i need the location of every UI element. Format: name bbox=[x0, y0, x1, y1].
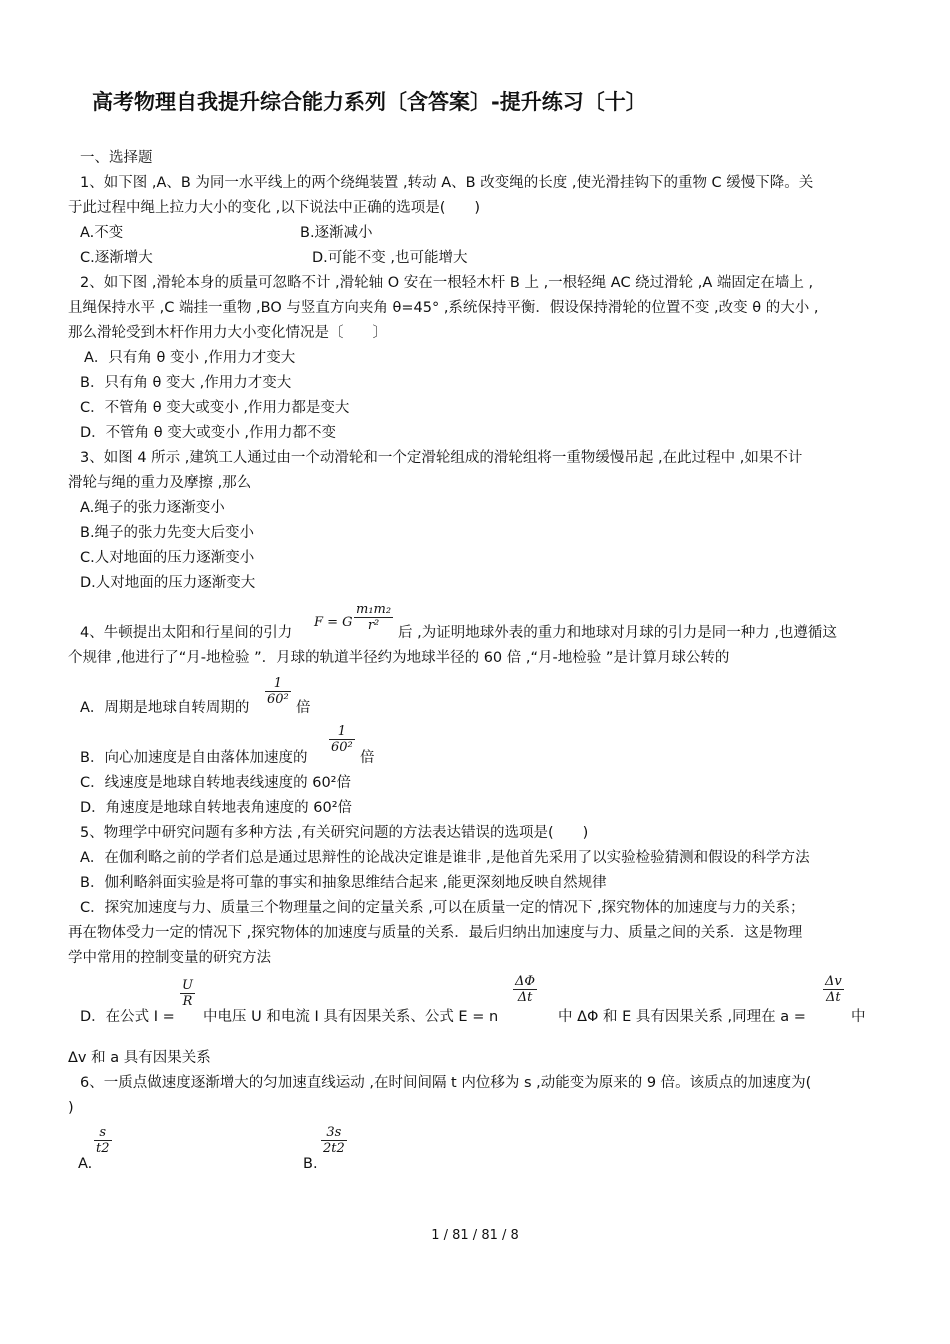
q2-option-a: A．只有角 θ 变小 ,作用力才变大 bbox=[84, 350, 296, 366]
q3-option-b: B.绳子的张力先变大后变小 bbox=[80, 525, 255, 541]
q4-line-1-post: 后 ,为证明地球外表的重力和地球对月球的引力是同一种力 ,也遵循这 bbox=[398, 625, 837, 641]
q6-b-frac-num: 3s bbox=[326, 1125, 342, 1140]
q4-b-frac-num: 1 bbox=[337, 724, 347, 739]
q4-a-frac-num: 1 bbox=[273, 676, 283, 691]
q4-line-1-pre: 4、牛顿提出太阳和行星间的引力 bbox=[80, 625, 293, 641]
q2-option-c: C．不管角 θ 变大或变小 ,作用力都是变大 bbox=[80, 400, 350, 416]
q4-option-c: C．线速度是地球自转地表线速度的 60²倍 bbox=[80, 775, 351, 791]
q3-line-1: 3、如图 4 所示 ,建筑工人通过由一个动滑轮和一个定滑轮组成的滑轮组将一重物缓慢吊起 ,在此过程中 ,如果不计 bbox=[80, 450, 803, 466]
page-footer: 1 / 81 / 81 / 8 bbox=[431, 1228, 519, 1243]
ohm-law-denominator: R bbox=[180, 993, 195, 1009]
q3-option-d: D.人对地面的压力逐渐变大 bbox=[80, 575, 256, 591]
q4-option-d: D．角速度是地球自转地表角速度的 60²倍 bbox=[80, 800, 353, 816]
q4-option-a: A．周期是地球自转周期的 bbox=[80, 700, 250, 716]
q6-option-a-label: A. bbox=[78, 1156, 93, 1172]
q4-b-frac-den: 60² bbox=[331, 740, 353, 755]
q2-line-1: 2、如下图 ,滑轮本身的质量可忽略不计 ,滑轮轴 O 安在一根轻木杆 B 上 ,一根轻绳 AC 绕过滑轮 ,A 端固定在墙上 , bbox=[80, 275, 814, 291]
q4-line-2: 个规律 ,他进行了“月-地检验 ”．月球的轨道半径约为地球半径的 60 倍 ,“月-地检验 ”是计算月球公转的 bbox=[68, 650, 730, 666]
q5-option-a: A．在伽利略之前的学者们总是通过思辩性的论战决定谁是谁非 ,是他首先采用了以实验检验猜测和假设的科学方法 bbox=[80, 850, 810, 866]
q5-option-d-line-2: Δv 和 a 具有因果关系 bbox=[68, 1050, 211, 1066]
q1-line-2: 于此过程中绳上拉力大小的变化 ,以下说法中正确的选项是( ) bbox=[68, 200, 481, 216]
gravitation-formula-lhs: F = G bbox=[314, 615, 353, 630]
q2-line-3: 那么滑轮受到木杆作用力大小变化情况是〔 〕 bbox=[68, 325, 387, 341]
page-title: 高考物理自我提升综合能力系列〔含答案〕-提升练习〔十〕 bbox=[92, 90, 647, 114]
q2-line-2: 且绳保持水平 ,C 端挂一重物 ,BO 与竖直方向夹角 θ=45° ,系统保持平衡．假设保持滑轮的位置不变 ,改变 θ 的大小 , bbox=[68, 300, 819, 316]
q6-option-a-fraction bbox=[94, 1125, 112, 1156]
gravitation-formula-numerator: m₁m₂ bbox=[356, 602, 392, 617]
q5-option-d-mid-2: 中 ΔΦ 和 E 具有因果关系 ,同理在 a = bbox=[558, 1009, 806, 1025]
q6-a-frac-num: s bbox=[99, 1125, 107, 1140]
q4-option-b-fraction bbox=[329, 724, 355, 755]
q1-option-a: A.不变 bbox=[80, 225, 124, 241]
q5-option-d-pre: D．在公式 I = bbox=[80, 1009, 175, 1025]
ohm-law-fraction bbox=[180, 978, 195, 1009]
q5-option-d-end: 中 bbox=[851, 1009, 866, 1025]
q3-line-2: 滑轮与绳的重力及摩擦 ,那么 bbox=[68, 475, 252, 491]
q3-option-c: C.人对地面的压力逐渐变小 bbox=[80, 550, 255, 566]
acceleration-denominator: Δt bbox=[823, 989, 844, 1005]
q4-a-frac-den: 60² bbox=[267, 692, 289, 707]
acceleration-fraction bbox=[823, 974, 844, 1005]
q5-option-b: B．伽利略斜面实验是将可靠的事实和抽象思维结合起来 ,能更深刻地反映自然规律 bbox=[80, 875, 607, 891]
q1-option-d: D.可能不变 ,也可能增大 bbox=[312, 250, 468, 266]
ohm-law-numerator: U bbox=[182, 978, 193, 993]
q4-option-b-suffix: 倍 bbox=[360, 750, 375, 766]
q1-option-c: C.逐渐增大 bbox=[80, 250, 153, 266]
q4-option-b: B．向心加速度是自由落体加速度的 bbox=[80, 750, 308, 766]
section-heading: 一、选择题 bbox=[80, 150, 153, 166]
acceleration-numerator: Δv bbox=[825, 974, 842, 989]
q5-option-c-line-1: C．探究加速度与力、质量三个物理量之间的定量关系 ,可以在质量一定的情况下 ,探究物体的加速度与力的关系； bbox=[80, 900, 805, 916]
q5-option-c-line-2: 再在物体受力一定的情况下 ,探究物体的加速度与质量的关系．最后归纳出加速度与力、质量之间的关系．这是物理 bbox=[68, 925, 803, 941]
gravitation-formula-fraction bbox=[354, 602, 393, 633]
q6-line-2: ) bbox=[68, 1100, 74, 1116]
q1-line-1: 1、如下图 ,A、B 为同一水平线上的两个绕绳装置 ,转动 A、B 改变绳的长度 ,使光滑挂钩下的重物 C 缓慢下降。关 bbox=[80, 175, 814, 191]
q6-option-b-label: B. bbox=[303, 1156, 318, 1172]
q5-option-d-mid-1: 中电压 U 和电流 I 具有因果关系、公式 E = n bbox=[203, 1009, 499, 1025]
q5-option-c-line-3: 学中常用的控制变量的研究方法 bbox=[68, 950, 271, 966]
q6-b-frac-den: 2t2 bbox=[323, 1141, 345, 1156]
q5-line-1: 5、物理学中研究问题有多种方法 ,有关研究问题的方法表达错误的选项是( ) bbox=[80, 825, 589, 841]
q6-a-frac-den: t2 bbox=[96, 1141, 110, 1156]
q1-option-b: B.逐渐减小 bbox=[300, 225, 373, 241]
q2-option-d: D．不管角 θ 变大或变小 ,作用力都不变 bbox=[80, 425, 336, 441]
q3-option-a: A.绳子的张力逐渐变小 bbox=[80, 500, 225, 516]
q4-option-a-suffix: 倍 bbox=[296, 700, 311, 716]
faraday-law-denominator: Δt bbox=[513, 989, 537, 1005]
q2-option-b: B．只有角 θ 变大 ,作用力才变大 bbox=[80, 375, 292, 391]
q4-option-a-fraction bbox=[265, 676, 291, 707]
faraday-law-fraction bbox=[513, 974, 537, 1005]
faraday-law-numerator: ΔΦ bbox=[515, 974, 536, 989]
q6-line-1: 6、一质点做速度逐渐增大的匀加速直线运动 ,在时间间隔 t 内位移为 s ,动能变为原来的 9 倍。该质点的加速度为( bbox=[80, 1075, 812, 1091]
gravitation-formula-denominator: r² bbox=[354, 617, 393, 633]
q6-option-b-fraction bbox=[321, 1125, 347, 1156]
